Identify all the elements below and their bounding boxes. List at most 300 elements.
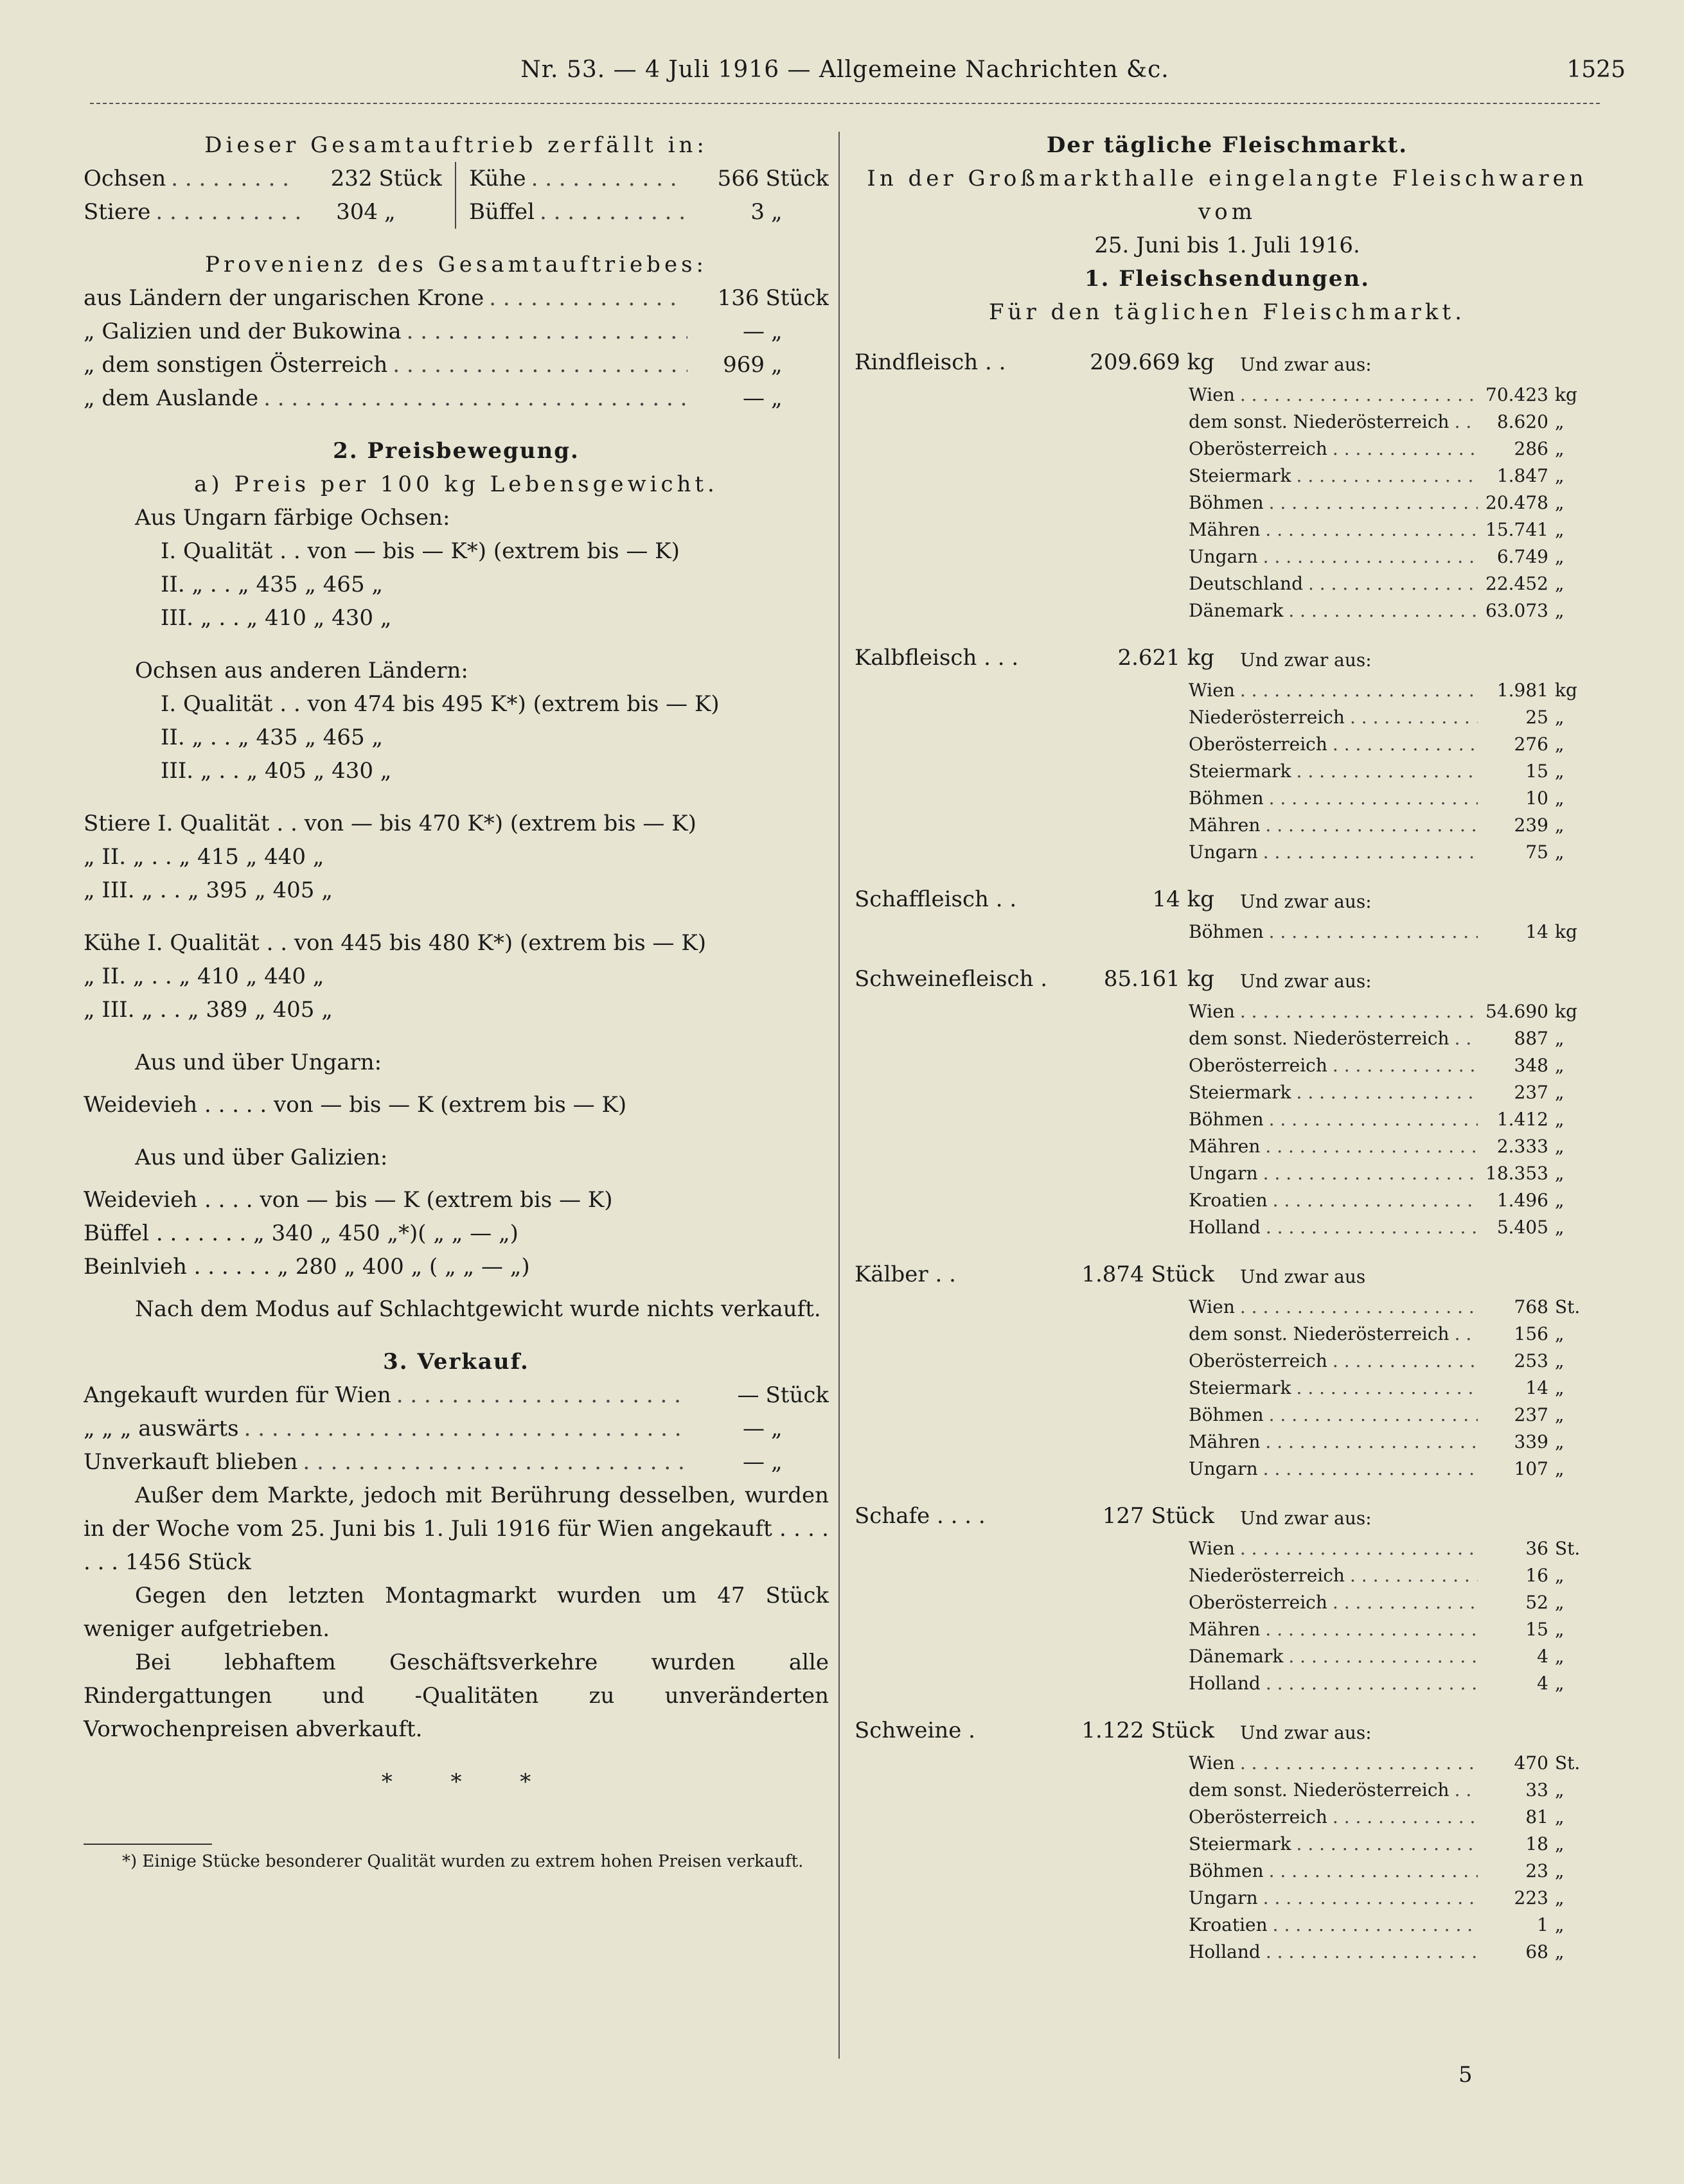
- origin-row-leader: [1264, 919, 1478, 946]
- origin-row-value: 18.353: [1485, 1163, 1548, 1184]
- origin-row-value: 239: [1514, 815, 1548, 836]
- auftrieb-row: [84, 162, 442, 195]
- price-line: I. Qualität . . von 474 bis 495 K*) (extrem bis — K): [161, 691, 720, 717]
- provenienz-row-value: 969: [723, 352, 765, 378]
- andere-ochsen-lines: [84, 687, 829, 788]
- origin-row: [1189, 1831, 1600, 1858]
- origin-row-label: Deutschland: [1189, 573, 1303, 594]
- origin-row-leader: [1260, 1616, 1478, 1643]
- origin-row: [1189, 1456, 1600, 1483]
- galizien-lines: [84, 1183, 829, 1283]
- origin-row-leader: [1261, 1214, 1478, 1241]
- origin-row-value: 25: [1525, 707, 1548, 728]
- header-rule: [90, 103, 1600, 108]
- origin-row-unit: St.: [1555, 1296, 1581, 1317]
- origin-row: [1189, 1616, 1600, 1643]
- origin-row: [1189, 1939, 1600, 1966]
- origin-row-label: Wien: [1189, 1296, 1235, 1317]
- origin-row-unit: „: [1555, 1646, 1564, 1667]
- verkauf-row-leader: [391, 1378, 682, 1412]
- origin-row-label: Ungarn: [1189, 1887, 1258, 1908]
- provenienz-row-value: —: [743, 319, 765, 344]
- origin-row-leader: [1260, 516, 1478, 543]
- provenienz-row: [84, 382, 829, 415]
- origin-row: [1189, 1885, 1600, 1912]
- price-line: Kühe I. Qualität . . von 445 bis 480 K*) (extrem bis — K): [84, 930, 707, 956]
- origin-row-label: Steiermark: [1189, 1377, 1291, 1398]
- origin-row-label: Oberösterreich: [1189, 734, 1327, 755]
- auftrieb-row-leader: [535, 195, 687, 229]
- meat-section-header: [855, 346, 1600, 382]
- meat-section-intro: Und zwar aus:: [1240, 1722, 1372, 1743]
- provenienz-row-unit: „: [771, 385, 783, 411]
- verkauf-row: [84, 1378, 829, 1412]
- origin-row-label: dem sonst. Niederösterreich: [1189, 411, 1449, 432]
- meat-section-amount: 127 Stück: [1102, 1503, 1214, 1529]
- origin-row-leader: [1258, 839, 1478, 866]
- origin-row-unit: „: [1555, 1136, 1564, 1157]
- price-line: Stiere I. Qualität . . von — bis 470 K*) (extrem bis — K): [84, 811, 696, 836]
- origin-row-label: Wien: [1189, 1538, 1235, 1559]
- origin-row: [1189, 489, 1600, 516]
- origin-row-label: Oberösterreich: [1189, 1592, 1327, 1613]
- origin-row-value: 1.412: [1496, 1109, 1548, 1130]
- origin-row-label: Ungarn: [1189, 1163, 1258, 1184]
- auftrieb-row-value: 3: [750, 199, 765, 225]
- origin-row-unit: „: [1555, 1190, 1564, 1211]
- origin-row-value: 70.423: [1485, 384, 1548, 405]
- origin-row-leader: [1283, 1643, 1478, 1670]
- price-line: „ II. „ . . „ 410 „ 440 „: [84, 964, 324, 989]
- provenienz-row-value: 136: [717, 285, 759, 311]
- stiere-lines: [84, 807, 829, 907]
- origin-row-value: 1.496: [1496, 1190, 1548, 1211]
- origin-row-leader: [1264, 785, 1478, 812]
- provenienz-row-label: „ Galizien und der Bukowina: [84, 319, 402, 344]
- origin-row-leader: [1327, 1052, 1478, 1079]
- page-number: 1525: [1566, 57, 1626, 83]
- verkauf-list: [84, 1378, 829, 1479]
- origin-row-label: Oberösterreich: [1189, 438, 1327, 459]
- origin-row-value: 1.847: [1496, 465, 1548, 486]
- origin-row-leader: [1258, 1885, 1478, 1912]
- origin-row-label: dem sonst. Niederösterreich: [1189, 1323, 1449, 1344]
- origin-row-unit: „: [1555, 411, 1564, 432]
- origin-row-leader: [1283, 597, 1478, 624]
- origin-row: [1189, 516, 1600, 543]
- auftrieb-row: [469, 195, 829, 229]
- origin-row-value: 63.073: [1485, 600, 1548, 621]
- origin-row-value: 286: [1514, 438, 1548, 459]
- origin-row-label: Ungarn: [1189, 841, 1258, 863]
- origin-row-label: Steiermark: [1189, 1833, 1291, 1854]
- origin-row-leader: [1345, 1562, 1478, 1589]
- origin-row-value: 14: [1525, 921, 1548, 942]
- verkauf-row-unit: „: [771, 1416, 783, 1441]
- provenienz-row-label: „ dem Auslande: [84, 385, 259, 411]
- verkauf-row-value: —: [737, 1382, 759, 1408]
- meat-section-name: Rindfleisch . .: [855, 349, 1006, 375]
- origin-row-value: 4: [1537, 1673, 1548, 1694]
- header-title: Nr. 53. — 4 Juli 1916 — Allgemeine Nachrichten &c.: [520, 57, 1169, 83]
- origin-row-label: Dänemark: [1189, 600, 1284, 621]
- origin-row: [1189, 677, 1600, 704]
- origin-row-unit: „: [1555, 707, 1564, 728]
- price-line: II. „ . . „ 435 „ 465 „: [161, 725, 383, 750]
- paragraph-geschaeft: Bei lebhaftem Geschäftsverkehre wurden alle Rindergattungen und -Qualitäten zu unveränderten Vorwochenpreisen abverkauft.: [84, 1650, 829, 1742]
- preis-subheading: a) Preis per 100 kg Lebensgewicht.: [194, 471, 718, 497]
- origin-row: [1189, 1294, 1600, 1321]
- origin-row-leader: [1235, 1750, 1478, 1777]
- meat-sections: [855, 346, 1600, 1966]
- origin-row-leader: [1258, 543, 1478, 570]
- provenienz-row-label: „ dem sonstigen Österreich: [84, 352, 388, 378]
- origin-row-label: Dänemark: [1189, 1646, 1284, 1667]
- origin-row-unit: „: [1555, 492, 1564, 513]
- auftrieb-row-leader: [166, 162, 295, 195]
- origin-row-value: 253: [1514, 1350, 1548, 1371]
- origin-row-leader: [1291, 758, 1478, 785]
- auftrieb-title: Dieser Gesamtauftrieb zerfällt in:: [204, 132, 708, 158]
- origin-row-value: 887: [1514, 1028, 1548, 1049]
- origin-row-label: Böhmen: [1189, 921, 1264, 942]
- provenienz-row-leader: [484, 281, 682, 315]
- meat-section: [855, 1258, 1600, 1483]
- meat-section-items: [855, 1750, 1600, 1966]
- origin-row: [1189, 462, 1600, 489]
- origin-row-unit: „: [1555, 1404, 1564, 1425]
- origin-row-value: 470: [1514, 1752, 1548, 1774]
- origin-row-label: dem sonst. Niederösterreich: [1189, 1028, 1449, 1049]
- origin-row-value: 15: [1525, 761, 1548, 782]
- origin-row-label: Oberösterreich: [1189, 1806, 1327, 1827]
- origin-row: [1189, 1079, 1600, 1106]
- origin-row-label: Steiermark: [1189, 465, 1291, 486]
- origin-row-unit: kg: [1555, 384, 1577, 405]
- origin-row-value: 20.478: [1485, 492, 1548, 513]
- auftrieb-row-unit: „: [384, 199, 396, 225]
- origin-row-value: 52: [1525, 1592, 1548, 1613]
- meat-section-intro: Und zwar aus: [1240, 1266, 1366, 1287]
- origin-row: [1189, 1402, 1600, 1429]
- origin-row-value: 15.741: [1485, 519, 1548, 540]
- meat-section-amount: 1.874 Stück: [1081, 1262, 1214, 1287]
- origin-row: [1189, 1375, 1600, 1402]
- schlacht-note: Nach dem Modus auf Schlachtgewicht wurde nichts verkauft.: [135, 1296, 821, 1322]
- origin-row-leader: [1260, 812, 1478, 839]
- meat-section: [855, 883, 1600, 946]
- origin-row: [1189, 1187, 1600, 1214]
- provenienz-row: [84, 315, 829, 348]
- origin-row: [1189, 1348, 1600, 1375]
- origin-row: [1189, 1321, 1600, 1348]
- origin-row: [1189, 570, 1600, 597]
- origin-row-label: Holland: [1189, 1217, 1261, 1238]
- provenienz-row-label: aus Ländern der ungarischen Krone: [84, 285, 484, 311]
- origin-row-leader: [1235, 1294, 1478, 1321]
- origin-row: [1189, 998, 1600, 1025]
- origin-row-label: Oberösterreich: [1189, 1055, 1327, 1076]
- origin-row-leader: [1327, 1589, 1478, 1616]
- origin-row-value: 156: [1514, 1323, 1548, 1344]
- footnote: *) Einige Stücke besonderer Qualität wurden zu extrem hohen Preisen verkauft.: [122, 1852, 804, 1871]
- origin-row-label: Böhmen: [1189, 1860, 1264, 1881]
- auftrieb-row-value: 566: [717, 166, 759, 191]
- price-line: „ III. „ . . „ 395 „ 405 „: [84, 877, 333, 903]
- origin-row-value: 54.690: [1485, 1001, 1548, 1022]
- origin-row-leader: [1449, 1777, 1478, 1804]
- auftrieb-row-unit: Stück: [765, 166, 829, 191]
- paragraph-ausser: Außer dem Markte, jedoch mit Berührung desselben, wurden in der Woche vom 25. Juni bis 1. Juli 1916 für Wien angekauft . . . . . . . 1456 Stück: [84, 1483, 829, 1575]
- origin-row-label: Wien: [1189, 680, 1235, 701]
- origin-row-label: Mähren: [1189, 1136, 1261, 1157]
- meat-section-intro: Und zwar aus:: [1240, 649, 1372, 671]
- origin-row-unit: „: [1555, 1779, 1564, 1801]
- origin-row-leader: [1327, 1348, 1478, 1375]
- meat-section-header: [855, 883, 1600, 919]
- meat-section-name: Schafe . . . .: [855, 1503, 986, 1529]
- origin-row-label: Mähren: [1189, 519, 1261, 540]
- origin-row-unit: „: [1555, 1673, 1564, 1694]
- origin-row-label: Böhmen: [1189, 492, 1264, 513]
- origin-row-leader: [1235, 382, 1478, 409]
- ungarn-ochsen-title: Aus Ungarn färbige Ochsen:: [135, 505, 450, 531]
- origin-row-unit: „: [1555, 815, 1564, 836]
- origin-row: [1189, 812, 1600, 839]
- origin-row-unit: „: [1555, 734, 1564, 755]
- meat-section-amount: 2.621 kg: [1117, 645, 1214, 671]
- fleischmarkt-title: Der tägliche Fleischmarkt.: [1046, 132, 1408, 158]
- origin-row-label: Steiermark: [1189, 1082, 1291, 1103]
- origin-row-unit: kg: [1555, 680, 1577, 701]
- origin-row-leader: [1291, 462, 1478, 489]
- fleischsendungen-heading: 1. Fleischsendungen.: [1084, 266, 1370, 292]
- auftrieb-row-label: Kühe: [469, 166, 526, 191]
- origin-row-label: Niederösterreich: [1189, 1565, 1345, 1586]
- origin-row-unit: kg: [1555, 1001, 1577, 1022]
- origin-row-label: Holland: [1189, 1941, 1261, 1962]
- origin-row-value: 2.333: [1496, 1136, 1548, 1157]
- provenienz-row-value: —: [743, 385, 765, 411]
- origin-row-leader: [1260, 1133, 1478, 1160]
- provenienz-list: [84, 281, 829, 415]
- origin-row-unit: „: [1555, 519, 1564, 540]
- verkauf-row-value: —: [743, 1449, 765, 1475]
- origin-row-value: 16: [1525, 1565, 1548, 1586]
- origin-row-leader: [1264, 1402, 1478, 1429]
- origin-row: [1189, 839, 1600, 866]
- origin-row-unit: „: [1555, 841, 1564, 863]
- origin-row-value: 18: [1525, 1833, 1548, 1854]
- origin-row: [1189, 919, 1600, 946]
- origin-row-leader: [1291, 1079, 1478, 1106]
- auftrieb-row-leader: [526, 162, 682, 195]
- ungarn-weidevieh: Weidevieh . . . . . von — bis — K (extrem bis — K): [84, 1092, 627, 1118]
- meat-section-name: Schweinefleisch .: [855, 966, 1048, 992]
- origin-row-value: 237: [1514, 1082, 1548, 1103]
- origin-row-value: 81: [1525, 1806, 1548, 1827]
- origin-row-label: Kroatien: [1189, 1190, 1268, 1211]
- meat-section-name: Kälber . .: [855, 1262, 956, 1287]
- origin-row-value: 348: [1514, 1055, 1548, 1076]
- meat-section-items: [855, 1535, 1600, 1697]
- origin-row-leader: [1235, 677, 1478, 704]
- origin-row-value: 8.620: [1496, 411, 1548, 432]
- origin-row-unit: „: [1555, 1592, 1564, 1613]
- kuehe-lines: [84, 926, 829, 1026]
- provenienz-title: Provenienz des Gesamtauftriebes:: [205, 252, 707, 277]
- meat-section-intro: Und zwar aus:: [1240, 1508, 1372, 1529]
- origin-row-unit: „: [1555, 1914, 1564, 1935]
- origin-row-unit: „: [1555, 1377, 1564, 1398]
- provenienz-row: [84, 348, 829, 382]
- origin-row-unit: „: [1555, 573, 1564, 594]
- origin-row-unit: „: [1555, 546, 1564, 567]
- auftrieb-right: [456, 162, 829, 229]
- origin-row: [1189, 543, 1600, 570]
- origin-row-value: 4: [1537, 1646, 1548, 1667]
- price-line: Beinlvieh . . . . . . „ 280 „ 400 „ ( „ „ — „): [84, 1254, 530, 1280]
- verkauf-row: [84, 1412, 829, 1445]
- meat-section-items: [855, 382, 1600, 624]
- origin-row-leader: [1235, 1535, 1478, 1562]
- origin-row-leader: [1261, 1670, 1478, 1697]
- origin-row-label: Oberösterreich: [1189, 1350, 1327, 1371]
- auftrieb-table: [84, 162, 829, 229]
- origin-row-unit: St.: [1555, 1752, 1581, 1774]
- meat-section-items: [855, 677, 1600, 866]
- origin-row: [1189, 1912, 1600, 1939]
- meat-section-name: Schaffleisch . .: [855, 886, 1017, 912]
- right-column: [855, 128, 1600, 1966]
- origin-row-unit: „: [1555, 1163, 1564, 1184]
- column-divider: [838, 132, 840, 2059]
- price-line: III. „ . . „ 410 „ 430 „: [161, 605, 392, 631]
- provenienz-row-unit: „: [771, 352, 783, 378]
- auftrieb-row-label: Stiere: [84, 199, 151, 225]
- ungarn-title: Aus und über Ungarn:: [135, 1050, 382, 1075]
- meat-section: [855, 346, 1600, 624]
- verkauf-row-label: Unverkauft blieben: [84, 1449, 298, 1475]
- verkauf-row-leader: [239, 1412, 687, 1445]
- origin-row-label: Niederösterreich: [1189, 707, 1345, 728]
- origin-row-value: 276: [1514, 734, 1548, 755]
- taeglicher-markt-subheading: Für den täglichen Fleischmarkt.: [988, 299, 1466, 325]
- origin-row: [1189, 1106, 1600, 1133]
- origin-row-label: Ungarn: [1189, 1458, 1258, 1479]
- provenienz-row-leader: [402, 315, 687, 348]
- auftrieb-row-unit: „: [771, 199, 783, 225]
- origin-row-leader: [1268, 1187, 1478, 1214]
- origin-row-value: 36: [1525, 1538, 1548, 1559]
- origin-row: [1189, 1643, 1600, 1670]
- page-header: [64, 57, 1626, 101]
- origin-row: [1189, 1562, 1600, 1589]
- price-line: III. „ . . „ 405 „ 430 „: [161, 758, 392, 784]
- meat-section-amount: 85.161 kg: [1103, 966, 1214, 992]
- origin-row-leader: [1258, 1456, 1478, 1483]
- meat-section-items: [855, 919, 1600, 946]
- verkauf-row-value: —: [743, 1416, 765, 1441]
- price-line: Büffel . . . . . . . „ 340 „ 450 „*)( „ „ — „): [84, 1220, 518, 1246]
- origin-row-leader: [1264, 1106, 1478, 1133]
- origin-row-leader: [1264, 489, 1478, 516]
- price-line: „ II. „ . . „ 415 „ 440 „: [84, 844, 324, 870]
- origin-row-leader: [1264, 1858, 1478, 1885]
- origin-row-unit: „: [1555, 1941, 1564, 1962]
- auftrieb-row-label: Büffel: [469, 199, 535, 225]
- origin-row: [1189, 731, 1600, 758]
- origin-row-unit: „: [1555, 1860, 1564, 1881]
- origin-row-leader: [1303, 570, 1478, 597]
- origin-row-unit: „: [1555, 1082, 1564, 1103]
- meat-section-intro: Und zwar aus:: [1240, 354, 1372, 375]
- origin-row-unit: St.: [1555, 1538, 1581, 1559]
- origin-row-leader: [1449, 409, 1478, 436]
- origin-row-value: 68: [1525, 1941, 1548, 1962]
- origin-row: [1189, 1052, 1600, 1079]
- origin-row-value: 6.749: [1496, 546, 1548, 567]
- origin-row-unit: kg: [1555, 921, 1577, 942]
- origin-row-unit: „: [1555, 761, 1564, 782]
- meat-section-amount: 14 kg: [1152, 886, 1214, 912]
- signature-mark: 5: [1458, 2062, 1473, 2088]
- meat-section-name: Schweine .: [855, 1718, 975, 1743]
- origin-row-label: Holland: [1189, 1673, 1261, 1694]
- origin-row-unit: „: [1555, 600, 1564, 621]
- origin-row: [1189, 704, 1600, 731]
- origin-row-leader: [1327, 1804, 1478, 1831]
- verkauf-row-label: „ „ „ auswärts: [84, 1416, 239, 1441]
- galizien-title: Aus und über Galizien:: [135, 1145, 388, 1170]
- meat-section-header: [855, 1714, 1600, 1750]
- meat-section-header: [855, 1258, 1600, 1294]
- origin-row-leader: [1327, 436, 1478, 462]
- origin-row-unit: „: [1555, 1458, 1564, 1479]
- origin-row-value: 22.452: [1485, 573, 1548, 594]
- origin-row: [1189, 382, 1600, 409]
- price-line: II. „ . . „ 435 „ 465 „: [161, 572, 383, 597]
- origin-row-unit: „: [1555, 1806, 1564, 1827]
- origin-row-unit: „: [1555, 788, 1564, 809]
- preis-heading: 2. Preisbewegung.: [333, 438, 580, 464]
- meat-section-amount: 209.669 kg: [1090, 349, 1214, 375]
- origin-row: [1189, 1670, 1600, 1697]
- auftrieb-row-leader: [150, 195, 301, 229]
- origin-row-label: Steiermark: [1189, 761, 1291, 782]
- meat-section-items: [855, 1294, 1600, 1483]
- origin-row-unit: „: [1555, 1055, 1564, 1076]
- verkauf-row-label: Angekauft wurden für Wien: [84, 1382, 391, 1408]
- origin-row-unit: „: [1555, 1109, 1564, 1130]
- verkauf-row: [84, 1445, 829, 1479]
- meat-section-header: [855, 962, 1600, 998]
- origin-row-unit: „: [1555, 1887, 1564, 1908]
- origin-row-unit: „: [1555, 438, 1564, 459]
- provenienz-row-leader: [387, 348, 687, 382]
- origin-row: [1189, 1214, 1600, 1241]
- footnote-rule: [84, 1844, 212, 1845]
- meat-section-items: [855, 998, 1600, 1241]
- origin-row-label: Wien: [1189, 384, 1235, 405]
- auftrieb-row-value: 232: [330, 166, 373, 191]
- origin-row-label: dem sonst. Niederösterreich: [1189, 1779, 1449, 1801]
- price-line: „ III. „ . . „ 389 „ 405 „: [84, 997, 333, 1023]
- intro-line-1: In der Großmarkthalle eingelangte Fleischwaren vom: [867, 166, 1588, 225]
- origin-row-leader: [1327, 731, 1478, 758]
- origin-row-label: Wien: [1189, 1001, 1235, 1022]
- auftrieb-row-label: Ochsen: [84, 166, 166, 191]
